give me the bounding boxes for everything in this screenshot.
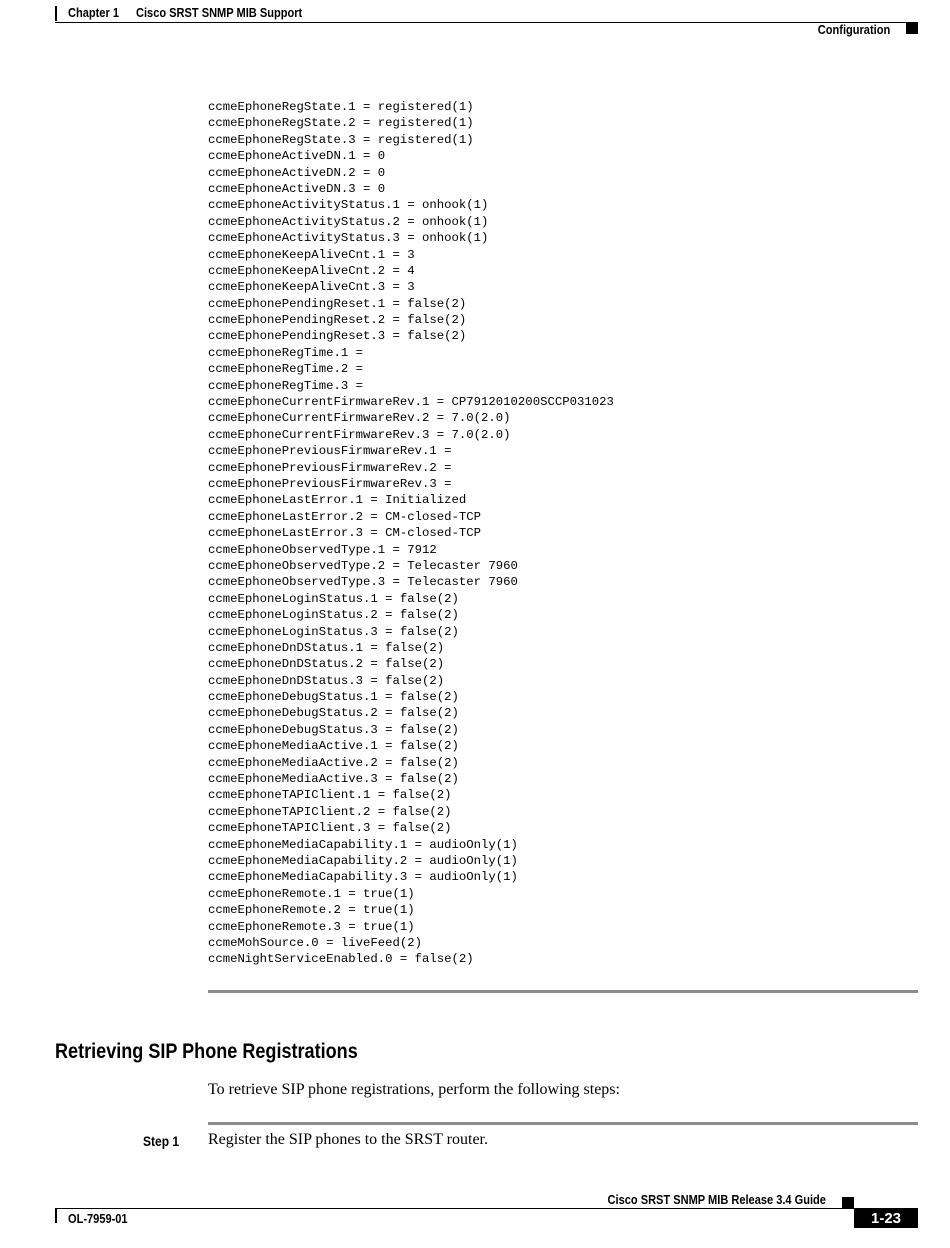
section-heading: Retrieving SIP Phone Registrations <box>55 1040 358 1063</box>
code-line: ccmeEphoneLoginStatus.3 = false(2) <box>208 624 459 639</box>
code-listing <box>208 99 614 968</box>
code-line: ccmeEphoneLoginStatus.1 = false(2) <box>208 591 459 606</box>
code-line: ccmeNightServiceEnabled.0 = false(2) <box>208 952 474 967</box>
code-line: ccmeEphoneCurrentFirmwareRev.2 = 7.0(2.0) <box>208 411 511 426</box>
code-line: ccmeEphoneActiveDN.1 = 0 <box>208 149 386 164</box>
code-line: ccmeEphoneDebugStatus.2 = false(2) <box>208 706 459 721</box>
header-section-name: Configuration <box>817 22 890 37</box>
code-line: ccmeEphoneMediaCapability.2 = audioOnly(1) <box>208 853 518 868</box>
code-line: ccmeEphoneRemote.2 = true(1) <box>208 903 415 918</box>
code-line: ccmeEphoneDebugStatus.3 = false(2) <box>208 722 459 737</box>
code-line: ccmeEphoneMediaCapability.3 = audioOnly(1) <box>208 870 518 885</box>
code-line: ccmeEphoneActivityStatus.1 = onhook(1) <box>208 198 489 213</box>
code-line: ccmeEphoneMediaActive.1 = false(2) <box>208 739 459 754</box>
code-line: ccmeEphoneKeepAliveCnt.2 = 4 <box>208 263 415 278</box>
code-line: ccmeEphoneDnDStatus.3 = false(2) <box>208 673 445 688</box>
step-rule <box>208 1122 918 1125</box>
code-line: ccmeEphoneObservedType.1 = 7912 <box>208 542 437 557</box>
code-line: ccmeEphoneRegTime.1 = <box>208 345 363 360</box>
code-line: ccmeEphoneLoginStatus.2 = false(2) <box>208 608 459 623</box>
code-line: ccmeEphonePendingReset.1 = false(2) <box>208 296 467 311</box>
code-line: ccmeEphoneMediaActive.2 = false(2) <box>208 755 459 770</box>
header-horizontal-rule <box>55 22 918 23</box>
code-line: ccmeEphoneTAPIClient.3 = false(2) <box>208 821 452 836</box>
code-line: ccmeEphoneActivityStatus.3 = onhook(1) <box>208 231 489 246</box>
header-chapter-title: Cisco SRST SNMP MIB Support <box>136 5 303 20</box>
code-line: ccmeEphoneLastError.3 = CM-closed-TCP <box>208 526 482 541</box>
code-line: ccmeEphonePreviousFirmwareRev.1 = <box>208 444 452 459</box>
header-square-marker <box>906 22 918 34</box>
code-line: ccmeEphonePendingReset.3 = false(2) <box>208 329 467 344</box>
code-line: ccmeEphoneCurrentFirmwareRev.1 = CP7912010200SCCP031023 <box>208 395 614 410</box>
code-line: ccmeEphoneMediaCapability.1 = audioOnly(1) <box>208 837 518 852</box>
code-line: ccmeEphonePreviousFirmwareRev.3 = <box>208 476 452 491</box>
code-line: ccmeEphoneActivityStatus.2 = onhook(1) <box>208 214 489 229</box>
footer-guide-title: Cisco SRST SNMP MIB Release 3.4 Guide <box>607 1192 826 1207</box>
code-line: ccmeEphoneTAPIClient.1 = false(2) <box>208 788 452 803</box>
step-text: Register the SIP phones to the SRST router. <box>208 1131 488 1148</box>
code-line: ccmeEphoneActiveDN.3 = 0 <box>208 181 386 196</box>
code-line: ccmeEphoneRegState.1 = registered(1) <box>208 100 474 114</box>
code-line: ccmeEphoneObservedType.3 = Telecaster 7960 <box>208 575 518 590</box>
footer-vertical-rule <box>55 1209 57 1223</box>
code-line: ccmeEphoneObservedType.2 = Telecaster 7960 <box>208 558 518 573</box>
code-line: ccmeEphoneRegTime.2 = <box>208 362 363 377</box>
code-line: ccmeEphoneKeepAliveCnt.1 = 3 <box>208 247 415 262</box>
footer-page-number: 1-23 <box>854 1209 918 1228</box>
code-line: ccmeEphoneLastError.2 = CM-closed-TCP <box>208 509 482 524</box>
code-line: ccmeEphoneDebugStatus.1 = false(2) <box>208 690 459 705</box>
step-label: Step 1 <box>143 1133 180 1149</box>
code-line: ccmeMohSource.0 = liveFeed(2) <box>208 935 423 950</box>
footer-horizontal-rule <box>55 1208 918 1209</box>
code-line: ccmeEphonePendingReset.2 = false(2) <box>208 313 467 328</box>
code-line: ccmeEphoneMediaActive.3 = false(2) <box>208 772 459 787</box>
code-line: ccmeEphoneRegTime.3 = <box>208 378 363 393</box>
code-line: ccmeEphoneCurrentFirmwareRev.3 = 7.0(2.0) <box>208 427 511 442</box>
code-line: ccmeEphoneLastError.1 = Initialized <box>208 493 467 508</box>
code-line: ccmeEphoneDnDStatus.2 = false(2) <box>208 657 445 672</box>
code-end-rule <box>208 990 918 993</box>
section-intro: To retrieve SIP phone registrations, perform the following steps: <box>208 1081 620 1098</box>
code-line: ccmeEphoneTAPIClient.2 = false(2) <box>208 804 452 819</box>
footer-doc-number: OL-7959-01 <box>68 1211 128 1226</box>
code-line: ccmeEphonePreviousFirmwareRev.2 = <box>208 460 452 475</box>
code-line: ccmeEphoneRemote.3 = true(1) <box>208 919 415 934</box>
code-line: ccmeEphoneDnDStatus.1 = false(2) <box>208 640 445 655</box>
code-line: ccmeEphoneActiveDN.2 = 0 <box>208 165 386 180</box>
code-line: ccmeEphoneKeepAliveCnt.3 = 3 <box>208 280 415 295</box>
code-line: ccmeEphoneRegState.3 = registered(1) <box>208 132 474 147</box>
header-vertical-rule <box>55 6 57 21</box>
code-line: ccmeEphoneRegState.2 = registered(1) <box>208 116 474 131</box>
code-line: ccmeEphoneRemote.1 = true(1) <box>208 886 415 901</box>
header-chapter: Chapter 1 <box>68 5 119 20</box>
